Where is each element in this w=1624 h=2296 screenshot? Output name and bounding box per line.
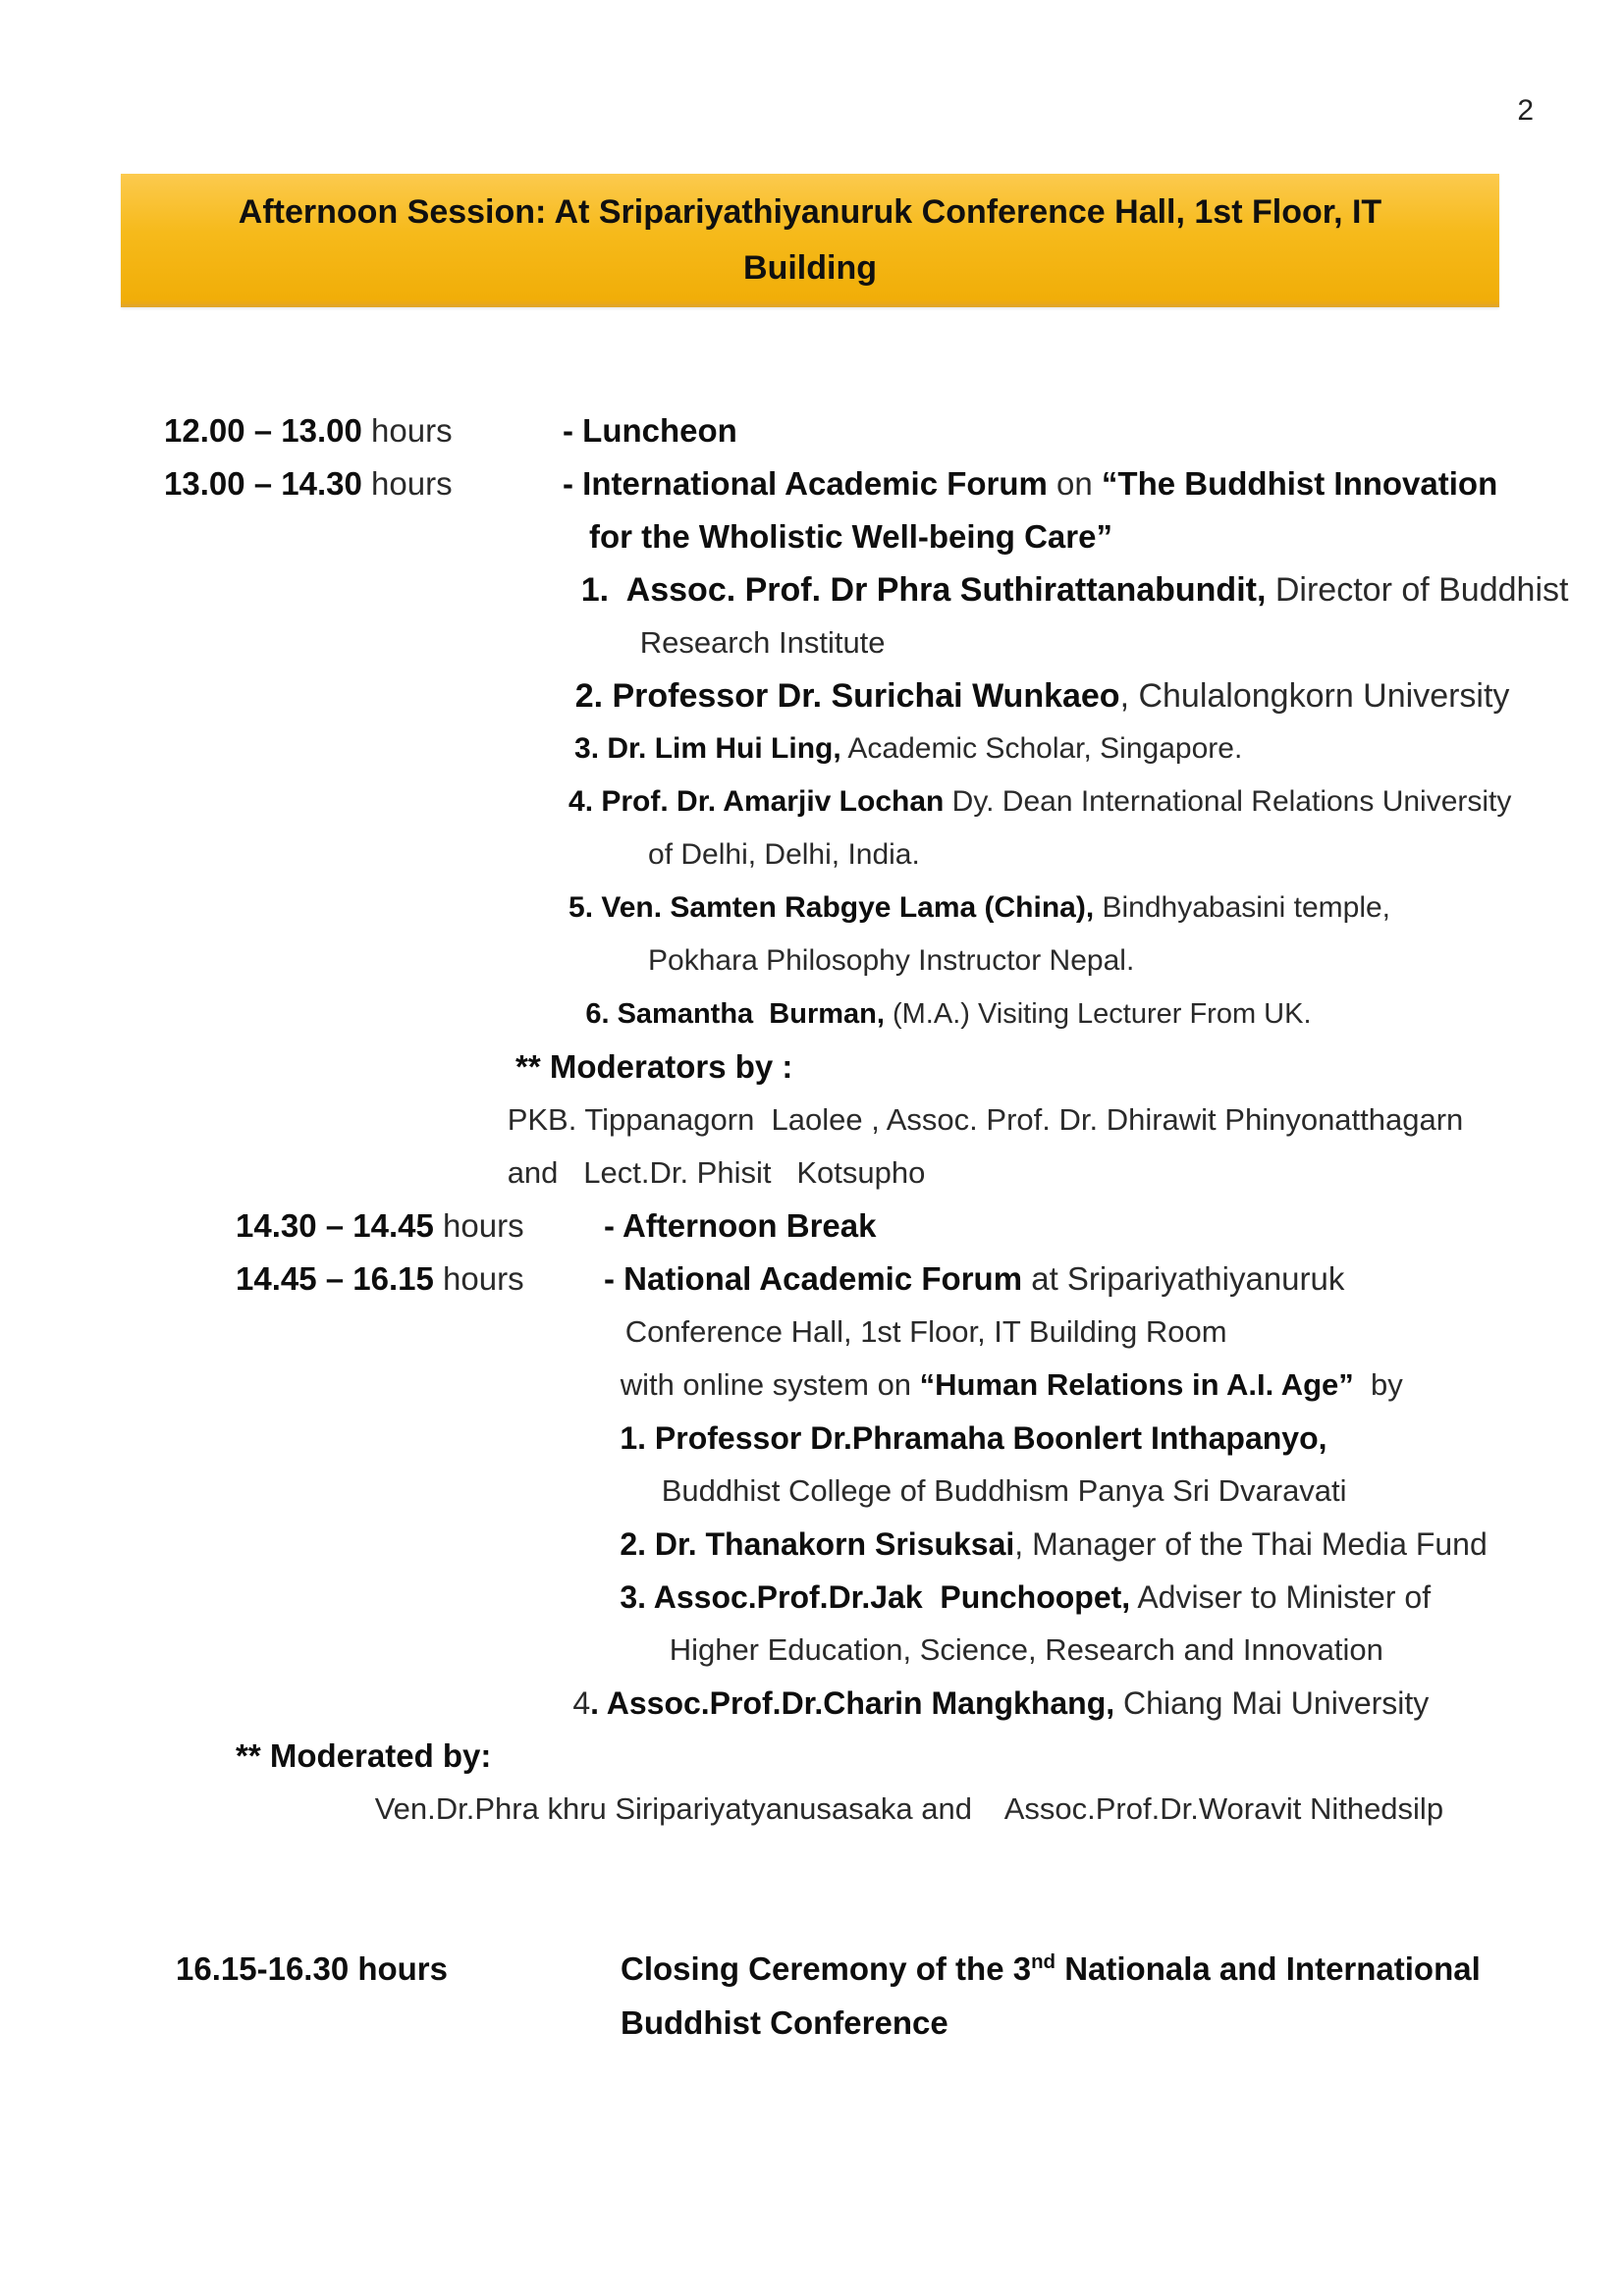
moderator-names: and Lect.Dr. Phisit Kotsupho — [507, 1155, 926, 1190]
banner-title-line2: Building — [743, 249, 877, 287]
moderator-names: Ven.Dr.Phra khru Siripariyatyanusasaka and Assoc.Prof.Dr.Woravit Nithedsilp — [374, 1791, 1444, 1826]
text-run: on — [1047, 465, 1102, 502]
speaker-affiliation: Chiang Mai University — [1114, 1685, 1430, 1721]
event-title: - National Academic Forum — [604, 1260, 1023, 1297]
list-number: 4 — [572, 1685, 591, 1721]
speaker-name: 3. Assoc.Prof.Dr.Jak Punchoopet, — [620, 1579, 1131, 1615]
forum-topic: for the Wholistic Well-being Care” — [589, 518, 1112, 555]
speaker-name: 2. Professor Dr. Surichai Wunkaeo — [574, 677, 1120, 715]
time-range: 12.00 – 13.00 — [164, 412, 362, 449]
speaker-affiliation: Higher Education, Science, Research and Innovation — [669, 1632, 1383, 1667]
speaker-name: 1. Assoc. Prof. Dr Phra Suthirattanabundit, — [580, 571, 1267, 609]
time-range: 14.30 – 14.45 — [236, 1207, 434, 1244]
speaker-affiliation: (M.A.) Visiting Lecturer From UK. — [884, 998, 1312, 1030]
page-number: 2 — [1517, 94, 1534, 127]
speaker-name: 1. Professor Dr.Phramaha Boonlert Inthapanyo, — [620, 1420, 1327, 1456]
time-range: 14.45 – 16.15 — [236, 1260, 434, 1297]
text-run: by — [1353, 1367, 1403, 1402]
speaker-name: 5. Ven. Samten Rabgye Lama (China), — [568, 891, 1095, 924]
speaker-affiliation: of Delhi, Delhi, India. — [648, 838, 920, 871]
time-range: 13.00 – 14.30 — [164, 465, 362, 502]
superscript-ordinal: nd — [1031, 1950, 1056, 1973]
banner-title-line1: Afternoon Session: At Sripariyathiyanuruk Conference Hall, 1st Floor, IT — [238, 193, 1382, 231]
time-range: 16.15-16.30 hours — [176, 1950, 449, 1987]
speaker-affiliation: , Chulalongkorn University — [1119, 677, 1510, 715]
event-title: - Afternoon Break — [604, 1207, 877, 1244]
speaker-affiliation: Pokhara Philosophy Instructor Nepal. — [648, 944, 1135, 977]
forum-topic: “Human Relations in A.I. Age” — [919, 1367, 1354, 1402]
moderators-names-row — [0, 1041, 1624, 1137]
speaker-affiliation: Bindhyabasini temple, — [1094, 891, 1391, 924]
closing-row — [0, 1883, 1624, 1987]
moderators-heading: ** Moderated by: — [236, 1737, 492, 1774]
hours-label: hours — [361, 412, 453, 449]
event-title: Nationala and International — [1056, 1950, 1481, 1987]
event-title: - Luncheon — [563, 412, 737, 449]
schedule-content — [0, 307, 1624, 2041]
speaker-affiliation: Academic Scholar, Singapore. — [840, 732, 1243, 765]
text-run: with online system on — [620, 1367, 920, 1402]
speaker-name: . Assoc.Prof.Dr.Charin Mangkhang, — [590, 1685, 1115, 1721]
speaker-name: 2. Dr. Thanakorn Srisuksai — [620, 1526, 1015, 1562]
speaker-name: 3. Dr. Lim Hui Ling, — [574, 732, 841, 765]
session-banner — [121, 174, 1499, 307]
text-run: Conference Hall, 1st Floor, IT Building Room — [624, 1314, 1227, 1349]
event-title: Closing Ceremony of the 3 — [621, 1950, 1032, 1987]
forum-topic: “The Buddhist Innovation — [1101, 465, 1498, 502]
speaker-affiliation: Dy. Dean International Relations University — [944, 785, 1512, 818]
hours-label: hours — [433, 1207, 524, 1244]
schedule-row — [0, 351, 1624, 449]
hours-label: hours — [361, 465, 453, 502]
event-title: Buddhist Conference — [621, 2004, 948, 2041]
speaker-name: 6. Samantha Burman, — [585, 998, 885, 1030]
speaker-affiliation: Adviser to Minister of — [1130, 1579, 1432, 1615]
speaker-affiliation: Director of Buddhist — [1266, 571, 1569, 609]
hours-label: hours — [433, 1260, 524, 1297]
speaker-name: 4. Prof. Dr. Amarjiv Lochan — [568, 785, 945, 818]
speaker-affiliation: Research Institute — [639, 625, 886, 660]
moderators-heading: ** Moderators by : — [515, 1048, 793, 1085]
speaker-affiliation: , Manager of the Thai Media Fund — [1014, 1526, 1488, 1562]
moderator-names: PKB. Tippanagorn Laolee , Assoc. Prof. Dr. Dhirawit Phinyonatthagarn — [507, 1102, 1464, 1137]
event-title: - International Academic Forum — [563, 465, 1048, 502]
speaker-affiliation: Buddhist College of Buddhism Panya Sri Dvaravati — [661, 1473, 1347, 1508]
text-run: at Sripariyathiyanuruk — [1022, 1260, 1345, 1297]
